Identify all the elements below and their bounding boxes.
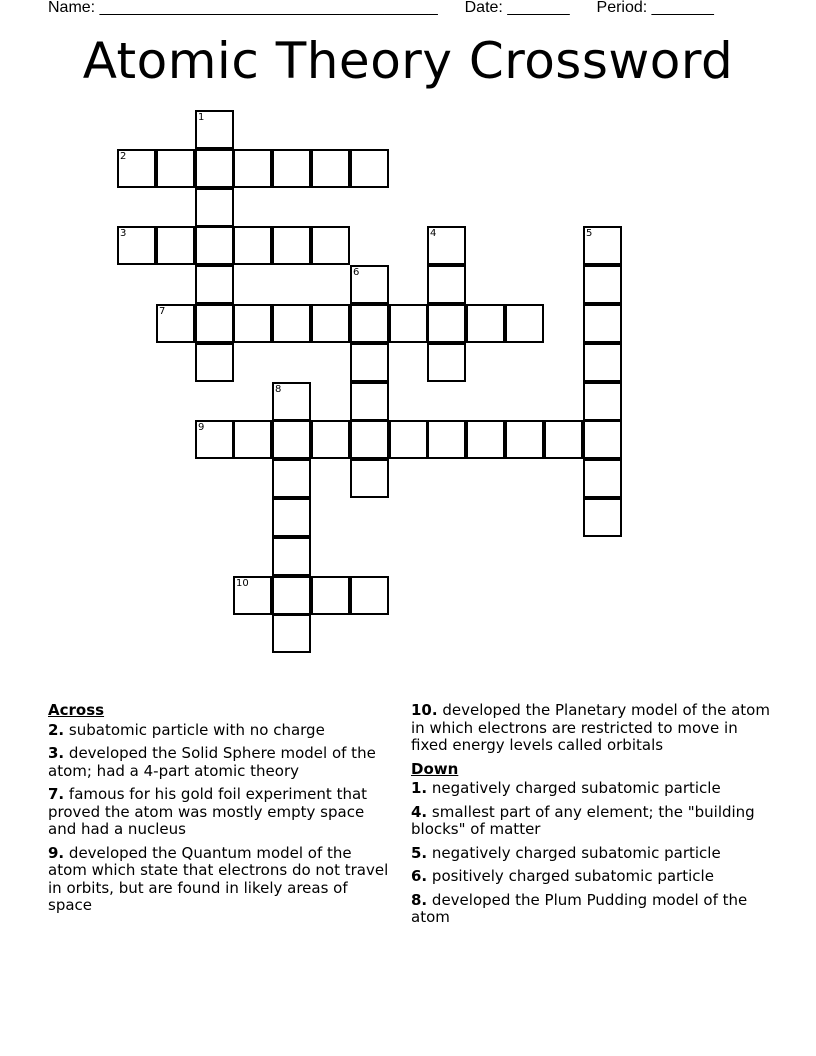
crossword-cell[interactable] (583, 304, 622, 343)
crossword-cell[interactable] (272, 614, 311, 653)
clue-text: subatomic particle with no charge (68, 720, 325, 739)
clue-text: negatively charged subatomic particle (431, 779, 721, 797)
crossword-cell[interactable] (195, 343, 234, 382)
crossword-cell[interactable] (117, 226, 156, 265)
crossword-cell[interactable] (350, 304, 389, 343)
clue-down-8 (411, 892, 771, 927)
crossword-cell[interactable] (117, 149, 156, 188)
clue-number: 1. (411, 779, 428, 797)
crossword-cell[interactable] (427, 343, 466, 382)
clue-number: 6. (411, 867, 428, 885)
crossword-cell[interactable] (583, 343, 622, 382)
clue-down-4 (411, 804, 771, 839)
crossword-cell[interactable] (311, 576, 350, 615)
cell-number: 2 (120, 151, 127, 162)
crossword-cell[interactable] (505, 304, 544, 343)
crossword-cell[interactable] (350, 343, 389, 382)
crossword-cell[interactable] (544, 420, 583, 459)
crossword-cell[interactable] (583, 382, 622, 421)
clue-number: 3. (48, 744, 65, 762)
cell-number: 1 (198, 112, 205, 123)
crossword-cell[interactable] (350, 576, 389, 615)
crossword-cell[interactable] (427, 226, 466, 265)
crossword-cell[interactable] (583, 459, 622, 498)
cell-number: 6 (353, 267, 360, 278)
date-field[interactable]: Date: _______ (464, 0, 570, 16)
crossword-cell[interactable] (272, 459, 311, 498)
crossword-cell[interactable] (311, 304, 350, 343)
crossword-cell[interactable] (427, 420, 466, 459)
crossword-cell[interactable] (195, 420, 234, 459)
crossword-cell[interactable] (195, 110, 234, 149)
crossword-cell[interactable] (272, 149, 311, 188)
crossword-cell[interactable] (195, 304, 234, 343)
crossword-cell[interactable] (389, 420, 428, 459)
crossword-cell[interactable] (233, 149, 272, 188)
page-title: Atomic Theory Crossword (82, 32, 734, 90)
cell-number: 7 (159, 306, 166, 317)
crossword-cell[interactable] (583, 420, 622, 459)
clue-number: 2. (48, 720, 65, 739)
clue-number: 4. (411, 802, 428, 821)
crossword-cell[interactable] (427, 265, 466, 304)
clue-down-5 (411, 845, 771, 863)
clue-across-3 (48, 745, 393, 780)
crossword-cell[interactable] (233, 226, 272, 265)
crossword-cell[interactable] (311, 420, 350, 459)
clue-text: developed the Solid Sphere model of the atom; had a 4-part atomic theory (48, 744, 376, 780)
crossword-cell[interactable] (272, 576, 311, 615)
crossword-cell[interactable] (350, 149, 389, 188)
crossword-cell[interactable] (350, 382, 389, 421)
clue-text: smallest part of any element; the "building blocks" of matter (411, 802, 755, 838)
clue-text: famous for his gold foil experiment that proved the atom was mostly empty space and had a nucleus (48, 785, 368, 838)
clues-right-column (411, 702, 771, 933)
cell-number: 4 (430, 228, 437, 239)
clue-text: positively charged subatomic particle (431, 867, 714, 885)
cell-number: 5 (586, 228, 593, 239)
clue-number: 7. (48, 785, 65, 803)
clue-text: developed the Plum Pudding model of the atom (411, 890, 748, 926)
crossword-cell[interactable] (583, 265, 622, 304)
crossword-cell[interactable] (505, 420, 544, 459)
crossword-cell[interactable] (350, 265, 389, 304)
clue-across-10 (411, 702, 771, 755)
clue-number: 10. (411, 701, 438, 719)
crossword-cell[interactable] (195, 226, 234, 265)
across-heading: Across (48, 701, 105, 719)
crossword-cell[interactable] (389, 304, 428, 343)
cell-number: 8 (275, 384, 282, 395)
crossword-cell[interactable] (350, 420, 389, 459)
down-heading: Down (411, 759, 459, 778)
crossword-cell[interactable] (195, 265, 234, 304)
crossword-cell[interactable] (427, 304, 466, 343)
crossword-cell[interactable] (272, 382, 311, 421)
crossword-cell[interactable] (466, 304, 505, 343)
clue-text: negatively charged subatomic particle (431, 843, 721, 862)
cell-number: 9 (198, 422, 205, 433)
crossword-cell[interactable] (272, 304, 311, 343)
clue-down-6 (411, 868, 771, 886)
crossword-cell[interactable] (311, 226, 350, 265)
crossword-cell[interactable] (233, 420, 272, 459)
crossword-cell[interactable] (272, 537, 311, 576)
worksheet-header (48, 0, 748, 17)
crossword-cell[interactable] (233, 304, 272, 343)
crossword-cell[interactable] (350, 459, 389, 498)
clues-left-column (48, 702, 393, 921)
clue-number: 8. (411, 890, 428, 909)
clue-text: developed the Planetary model of the atom in which electrons are restricted to move in fixed energy levels called orbitals (411, 701, 770, 754)
cell-number: 3 (120, 228, 127, 239)
crossword-cell[interactable] (195, 149, 234, 188)
crossword-cell[interactable] (233, 576, 272, 615)
crossword-cell[interactable] (583, 498, 622, 537)
crossword-cell[interactable] (195, 188, 234, 227)
crossword-cell[interactable] (272, 498, 311, 537)
crossword-cell[interactable] (156, 149, 195, 188)
name-field[interactable]: Name: ______________________________________ (48, 0, 438, 16)
crossword-cell[interactable] (466, 420, 505, 459)
clue-across-7 (48, 786, 393, 839)
clue-number: 9. (48, 843, 65, 862)
clue-text: developed the Quantum model of the atom which state that electrons do not travel in orbits, but are found in likely areas of space (48, 843, 389, 914)
clue-across-9 (48, 845, 393, 915)
period-field[interactable]: Period: _______ (596, 0, 714, 16)
clue-across-2 (48, 722, 393, 740)
crossword-cell[interactable] (583, 226, 622, 265)
cell-number: 10 (236, 578, 249, 589)
crossword-cell[interactable] (272, 226, 311, 265)
clue-number: 5. (411, 843, 428, 862)
crossword-cell[interactable] (156, 304, 195, 343)
crossword-cell[interactable] (156, 226, 195, 265)
crossword-cell[interactable] (272, 420, 311, 459)
crossword-grid (117, 110, 623, 655)
crossword-cell[interactable] (311, 149, 350, 188)
clue-down-1 (411, 780, 771, 798)
